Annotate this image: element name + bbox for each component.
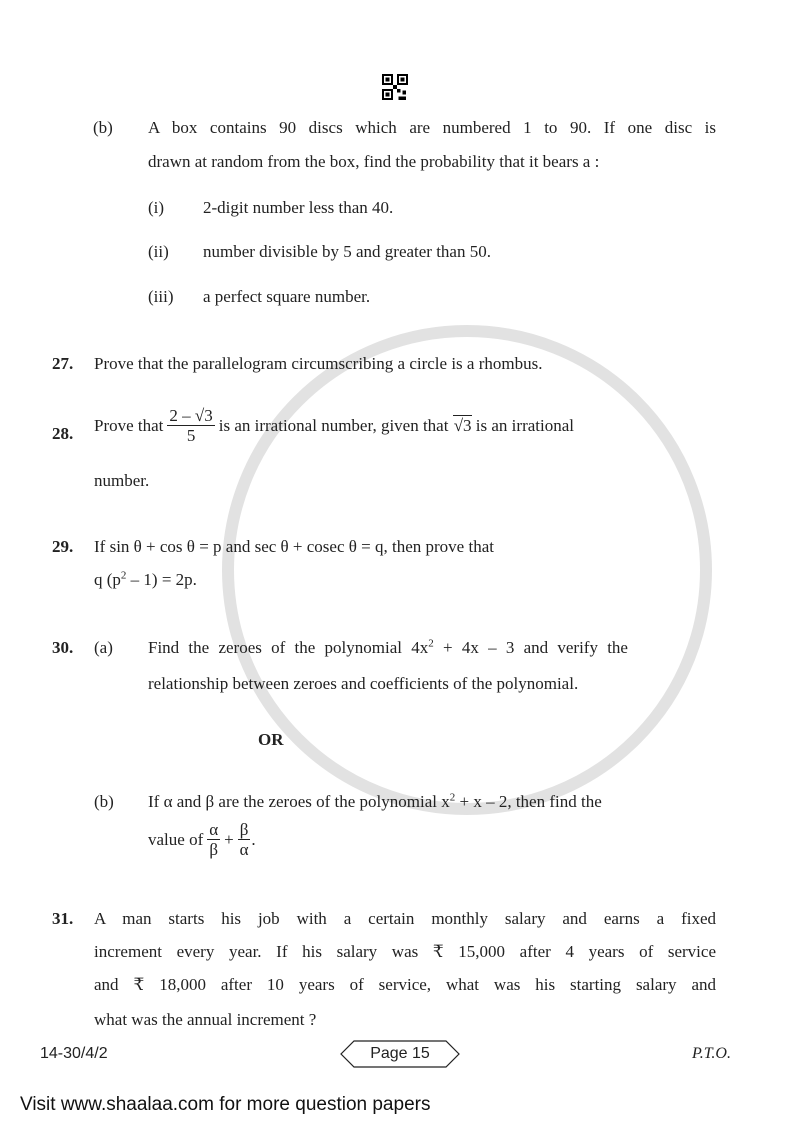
q31-number: 31. (52, 909, 74, 928)
q30a-label: (a) (94, 638, 113, 657)
q28-line1 (94, 406, 574, 445)
q27-text: Prove that the parallelogram circumscribing a circle is a rhombus. (94, 354, 543, 373)
pto: P.T.O. (692, 1045, 731, 1062)
q30a-text: Find the zeroes of the polynomial 4x (148, 638, 429, 657)
q30b-frac1 (207, 820, 220, 859)
q30a-line1 (148, 638, 628, 658)
q30b-sup: 2 (449, 791, 456, 804)
frac1-den: β (209, 840, 219, 859)
q30b-text-b: + x – 2, then find the (455, 792, 602, 811)
q26b-part-label: (iii) (148, 287, 174, 306)
q28-mid: is an irrational number, given that (218, 416, 449, 435)
q29-line2-a: q (p (94, 570, 121, 589)
paper-code: 14-30/4/2 (40, 1045, 108, 1062)
q26b-line1: A box contains 90 discs which are numbered 1 to 90. If one disc is (148, 118, 716, 137)
q28-post: is an irrational (475, 416, 574, 435)
q31-line: increment every year. If his salary was ₹ 15,000 after 4 years of service (94, 942, 716, 961)
period: . (251, 830, 256, 849)
q29-line1: If sin θ + cos θ = p and sec θ + cosec θ = q, then prove that (94, 537, 494, 556)
q28-frac-den: 5 (186, 426, 196, 445)
q31-line: what was the annual increment ? (94, 1010, 317, 1029)
q30b-frac2 (238, 820, 251, 859)
q30b-line1 (148, 792, 602, 812)
q30a-text-b: + 4x – 3 and verify the (433, 638, 628, 657)
q26b-part-label: (i) (148, 198, 165, 217)
plus-sign: + (224, 830, 234, 849)
q26b-part-text: 2-digit number less than 40. (203, 198, 394, 217)
q31-line: A man starts his job with a certain monthly salary and earns a fixed (94, 909, 716, 928)
q28-root: √3 (453, 416, 472, 435)
qr-code-icon (382, 74, 408, 100)
q28-number: 28. (52, 424, 74, 443)
q28-frac-num: 2 – √3 (169, 406, 213, 425)
q29-line2 (94, 570, 197, 590)
q30b-line2 (148, 820, 256, 859)
q31-line: and ₹ 18,000 after 10 years of service, what was his starting salary and (94, 975, 716, 994)
page-number: Page 15 (370, 1045, 430, 1062)
q26b-part-label: (ii) (148, 242, 169, 261)
q26b-line2: drawn at random from the box, find the probability that it bears a : (148, 152, 600, 171)
frac1-num: α (209, 820, 219, 839)
q30b-text: If α and β are the zeroes of the polynomial x (148, 792, 450, 811)
q28-fraction (167, 406, 214, 445)
frac2-den: α (239, 840, 249, 859)
frac2-num: β (239, 820, 249, 839)
q30b-label: (b) (94, 792, 114, 811)
q27-number: 27. (52, 354, 74, 373)
visit-shaalaa-link[interactable]: Visit www.shaalaa.com for more question papers (20, 1094, 431, 1115)
q30a-sup: 2 (428, 637, 434, 650)
q30-or: OR (258, 730, 284, 749)
q29-line2-b: – 1) = 2p. (126, 570, 197, 589)
q30-number: 30. (52, 638, 74, 657)
q26b-label: (b) (93, 118, 113, 137)
q28-line2: number. (94, 471, 150, 490)
q29-sup: 2 (120, 569, 127, 582)
q28-pre: Prove that (94, 416, 164, 435)
q26b-part-text: a perfect square number. (203, 287, 371, 306)
q26b-part-text: number divisible by 5 and greater than 50. (203, 242, 491, 261)
q29-number: 29. (52, 537, 74, 556)
q30a-line2: relationship between zeroes and coefficients of the polynomial. (148, 674, 579, 693)
watermark-circle (222, 325, 712, 815)
q30b-value-of: value of (148, 830, 204, 849)
